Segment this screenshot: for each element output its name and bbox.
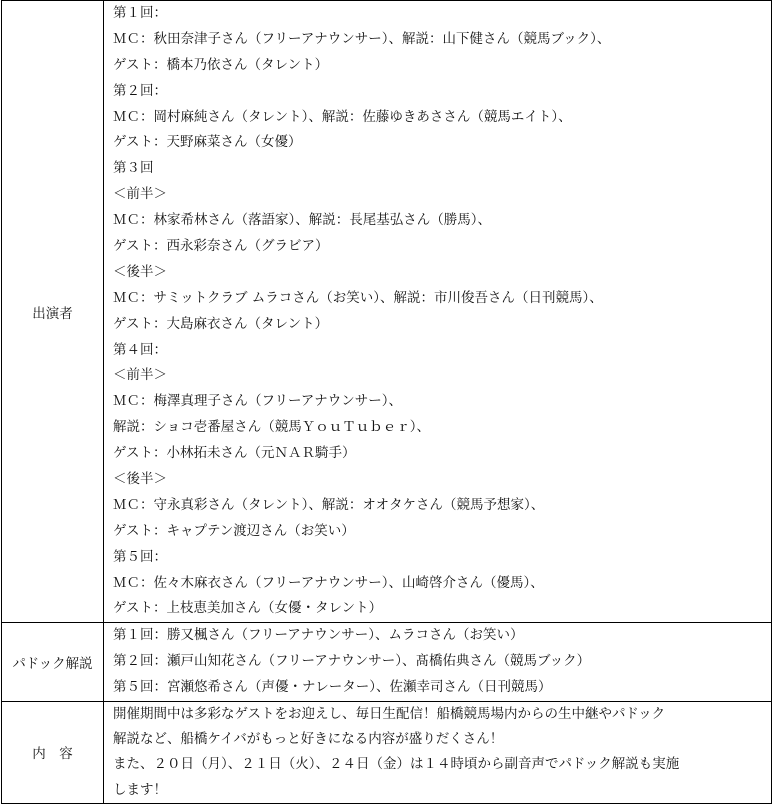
performers-line: 第２回： bbox=[113, 82, 167, 99]
performers-line: ＭＣ：梅澤真理子さん（フリーアナウンサー）、 bbox=[113, 393, 403, 410]
performers-line: ゲスト：西永彩奈さん（グラビア） bbox=[113, 238, 329, 255]
paddock-cell bbox=[104, 623, 772, 702]
paddock-line: 第５回：宮瀬悠希さん（声優・ナレーター）、佐瀬幸司さん（日刊競馬） bbox=[113, 679, 552, 696]
performers-row bbox=[2, 1, 772, 623]
performers-line: ＭＣ：岡村麻純さん（タレント）、解説：佐藤ゆきあささん（競馬エイト）、 bbox=[113, 108, 572, 125]
content-heading: 内 容 bbox=[2, 702, 104, 804]
performers-line: ＜後半＞ bbox=[113, 263, 167, 280]
performers-line: ＜前半＞ bbox=[113, 367, 167, 384]
info-table bbox=[1, 0, 772, 804]
performers-line: ゲスト：橋本乃依さん（タレント） bbox=[113, 56, 329, 73]
performers-line: ＭＣ：サミットクラブ ムラコさん（お笑い）、解説：市川俊吾さん（日刊競馬）、 bbox=[113, 289, 603, 306]
performers-line: ＭＣ：林家希林さん（落語家）、解説：長尾基弘さん（勝馬）、 bbox=[113, 212, 491, 229]
content-cell bbox=[104, 702, 772, 804]
performers-line: ＜前半＞ bbox=[113, 186, 167, 203]
content-line: します！ bbox=[113, 781, 167, 798]
performers-line: ＭＣ：守永真彩さん（タレント）、解説：オオタケさん（競馬予想家）、 bbox=[113, 496, 545, 513]
performers-line: 第１回： bbox=[113, 5, 167, 21]
content-line: 開催期間中は多彩なゲストをお迎えし、毎日生配信！船橋競馬場内からの生中継やパドック bbox=[113, 706, 666, 723]
content-line: また、２０日（月）、２１日（火）、２４日（金）は１４時頃から副音声でパドック解説も実施 bbox=[113, 756, 680, 773]
performers-line: ゲスト：キャプテン渡辺さん（お笑い） bbox=[113, 522, 355, 539]
performers-cell bbox=[104, 1, 772, 623]
performers-heading: 出演者 bbox=[2, 1, 104, 623]
performers-line: ゲスト：天野麻菜さん（女優） bbox=[113, 134, 302, 151]
content-line: 解説など、船橋ケイバがもっと好きになる内容が盛りだくさん！ bbox=[113, 731, 504, 748]
performers-line: 第４回： bbox=[113, 341, 167, 358]
paddock-line: 第１回：勝又楓さん（フリーアナウンサー）、ムラコさん（お笑い） bbox=[113, 627, 524, 644]
performers-line: 解説：ショコ壱番屋さん（競馬ＹｏｕＴｕｂｅｒ）、 bbox=[113, 419, 430, 436]
paddock-heading: パドック解説 bbox=[2, 623, 104, 702]
performers-line: 第３回 bbox=[113, 160, 154, 177]
performers-line: ＭＣ：秋田奈津子さん（フリーアナウンサー）、解説：山下健さん（競馬ブック）、 bbox=[113, 30, 611, 47]
paddock-line: 第２回：瀬戸山知花さん（フリーアナウンサー）、髙橋佑典さん（競馬ブック） bbox=[113, 653, 591, 670]
performers-line: ゲスト：上枝恵美加さん（女優・タレント） bbox=[113, 600, 383, 617]
performers-line: 第５回： bbox=[113, 548, 167, 565]
performers-line: ＜後半＞ bbox=[113, 471, 167, 488]
performers-line: ゲスト：小林拓未さん（元ＮＡＲ騎手） bbox=[113, 445, 356, 462]
performers-line: ＭＣ：佐々木麻衣さん（フリーアナウンサー）、山崎啓介さん（優馬）、 bbox=[113, 574, 544, 591]
performers-line: ゲスト：大島麻衣さん（タレント） bbox=[113, 315, 329, 332]
paddock-row bbox=[2, 623, 772, 702]
content-row bbox=[2, 702, 772, 804]
